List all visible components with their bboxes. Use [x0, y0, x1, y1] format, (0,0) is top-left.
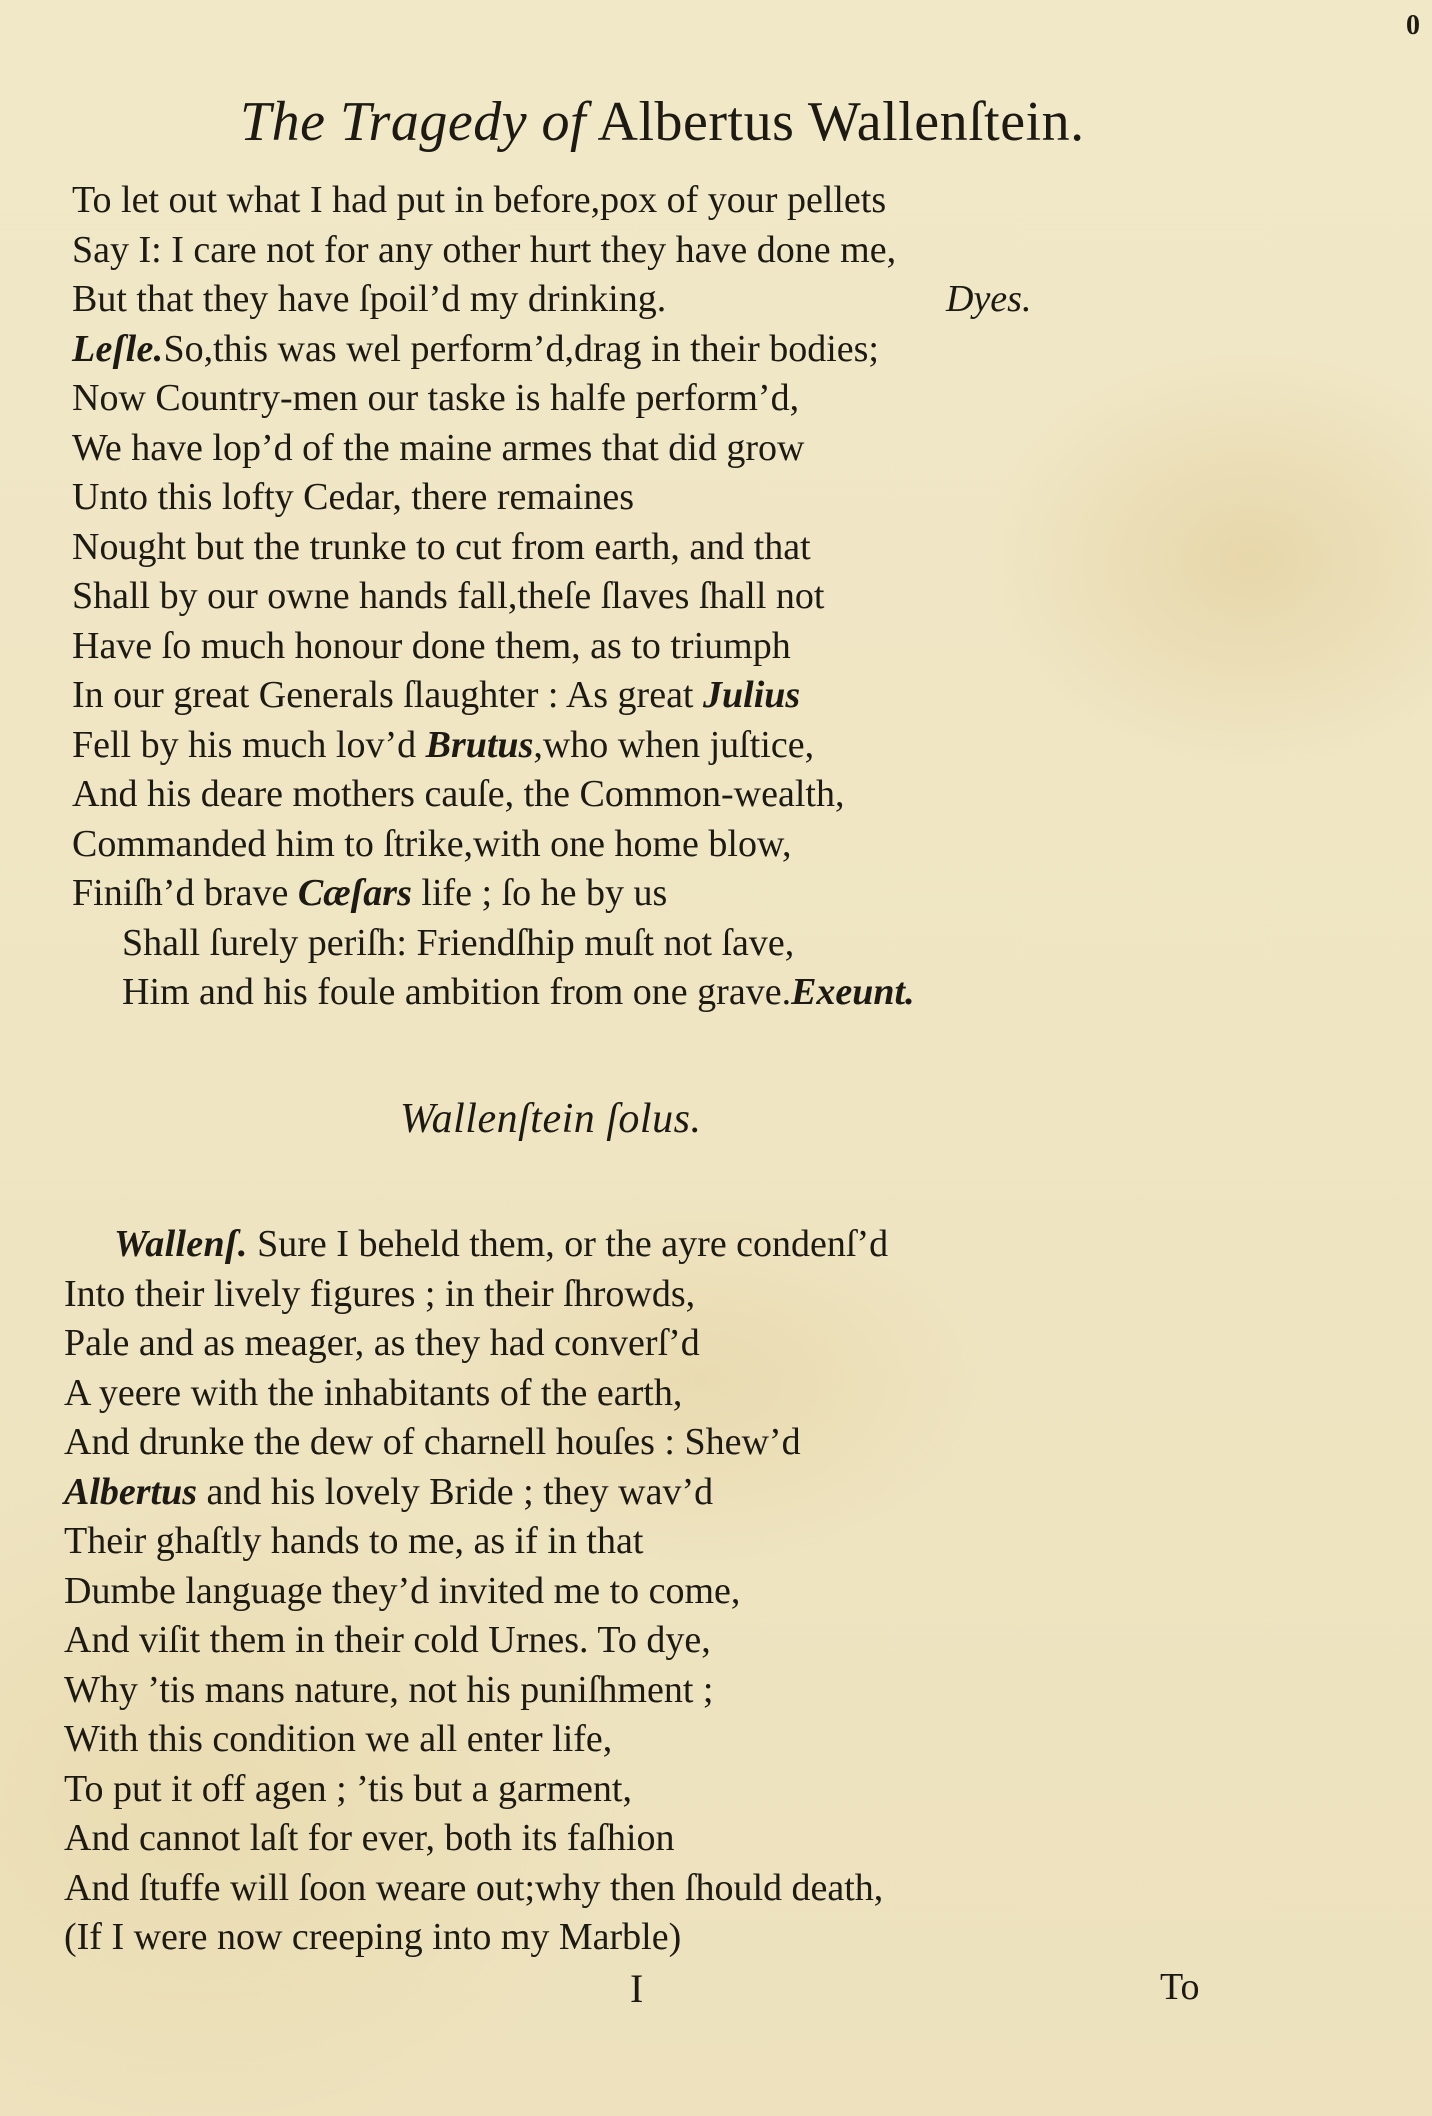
- line-text: To let out what I had put in before,pox of your pellets: [72, 179, 887, 221]
- line-text: Into their lively figures ; in their ſhrowds,: [64, 1272, 696, 1315]
- folio-mark: 0: [1406, 10, 1420, 41]
- verse-line: [64, 1220, 888, 1270]
- line-text: Their ghaſtly hands to me, as if in that: [64, 1520, 644, 1562]
- verse-block-wallenstein: [64, 1220, 888, 1963]
- scene-heading: Wallenſtein ſolus.: [400, 1096, 702, 1142]
- running-head: [240, 90, 1085, 154]
- line-text: Sure I beheld them, or the ayre condenſ’d: [247, 1223, 889, 1265]
- line-text: life ; ſo he by us: [411, 872, 668, 914]
- verse-line: [72, 176, 915, 226]
- speaker-prefix: Wallenſ.: [114, 1223, 248, 1265]
- line-text: Finiſh’d brave: [72, 872, 298, 914]
- catchword: To: [1160, 1966, 1200, 2008]
- line-text: Nought but the trunke to cut from earth, and that: [72, 525, 811, 568]
- italic-name: Brutus: [425, 723, 534, 766]
- line-text: And ſtuffe will ſoon weare out;why then ſhould death,: [64, 1866, 884, 1909]
- running-head-italic: The Tragedy of: [240, 91, 587, 153]
- verse-line: [64, 1666, 888, 1716]
- line-text: But that they have ſpoil’d my drinking.: [72, 278, 667, 320]
- verse-line: [72, 671, 915, 721]
- verse-line: [72, 523, 915, 573]
- verse-line: [64, 1864, 888, 1914]
- verse-line: [64, 1765, 888, 1815]
- verse-line: [72, 325, 915, 375]
- line-text: Pale and as meager, as they had converſ’d: [64, 1322, 700, 1364]
- verse-line: [72, 424, 915, 474]
- verse-line: [72, 869, 915, 919]
- line-text: And drunke the dew of charnell houſes : Shew’d: [64, 1421, 801, 1463]
- verse-line: [64, 1913, 888, 1963]
- line-text: and his lovely Bride ; they wav’d: [197, 1470, 714, 1513]
- line-text: And his deare mothers cauſe, the Common-wealth,: [72, 773, 845, 815]
- line-text: And viſit them in their cold Urnes. To dye,: [64, 1619, 711, 1661]
- verse-line: [64, 1468, 888, 1518]
- verse-line: [64, 1715, 888, 1765]
- verse-line: [72, 622, 915, 672]
- verse-line: [72, 919, 915, 969]
- verse-line: [64, 1814, 888, 1864]
- verse-line: [64, 1369, 888, 1419]
- line-text: And cannot laſt for ever, both its faſhion: [64, 1817, 675, 1859]
- line-text: Unto this lofty Cedar, there remaines: [72, 476, 634, 518]
- verse-line: [72, 968, 915, 1018]
- verse-line: [64, 1616, 888, 1666]
- line-text: Have ſo much honour done them, as to triumph: [72, 624, 791, 667]
- verse-line: [72, 473, 915, 523]
- italic-name: Julius: [703, 674, 801, 716]
- line-text: Commanded him to ſtrike,with one home blow,: [72, 822, 792, 865]
- line-text: A yeere with the inhabitants of the earth,: [64, 1371, 683, 1414]
- speaker-prefix: Leſle.: [72, 327, 164, 370]
- line-text: Dumbe language they’d invited me to come,: [64, 1569, 741, 1612]
- italic-name: Albertus: [64, 1470, 198, 1513]
- italic-name: Cæſars: [297, 872, 412, 914]
- verse-line: [72, 226, 915, 276]
- line-text: Now Country-men our taske is halfe perform’d,: [72, 377, 800, 419]
- line-text: Why ’tis mans nature, not his puniſhment ;: [64, 1668, 714, 1711]
- italic-name: Exeunt.: [791, 971, 915, 1013]
- line-text: So,this was wel perform’d,drag in their bodies;: [163, 327, 879, 370]
- line-text: (If I were now creeping into my Marble): [64, 1916, 682, 1958]
- verse-line: [72, 374, 915, 424]
- verse-line: [64, 1270, 888, 1320]
- line-text: To put it off agen ; ’tis but a garment,: [64, 1767, 632, 1810]
- line-text: Shall ſurely periſh: Friendſhip muſt not ſave,: [122, 921, 795, 964]
- stage-direction: Dyes.: [946, 278, 1032, 320]
- verse-line: [72, 572, 915, 622]
- line-text: In our great Generals ſlaughter : As great: [72, 674, 703, 716]
- verse-line: [64, 1517, 888, 1567]
- verse-block-leslie: [72, 176, 1032, 1018]
- verse-line: [64, 1567, 888, 1617]
- verse-line: [72, 770, 915, 820]
- line-text: With this condition we all enter life,: [64, 1718, 613, 1760]
- signature-mark: I: [630, 1966, 644, 2011]
- line-text: ,who when juſtice,: [533, 723, 815, 766]
- line-text: We have lop’d of the maine armes that did grow: [72, 426, 805, 469]
- line-text: Fell by his much lov’d: [72, 723, 426, 766]
- line-text: Him and his foule ambition from one grave.: [122, 971, 792, 1013]
- verse-line: [72, 721, 915, 771]
- line-text: Shall by our owne hands fall,theſe ſlaves ſhall not: [72, 575, 825, 617]
- verse-line: [72, 820, 915, 870]
- verse-line: [72, 275, 1032, 325]
- running-head-roman: Albertus Wallenſtein.: [597, 91, 1085, 153]
- verse-line: [64, 1319, 888, 1369]
- verse-line: [64, 1418, 888, 1468]
- line-text: Say I: I care not for any other hurt they have done me,: [72, 228, 897, 271]
